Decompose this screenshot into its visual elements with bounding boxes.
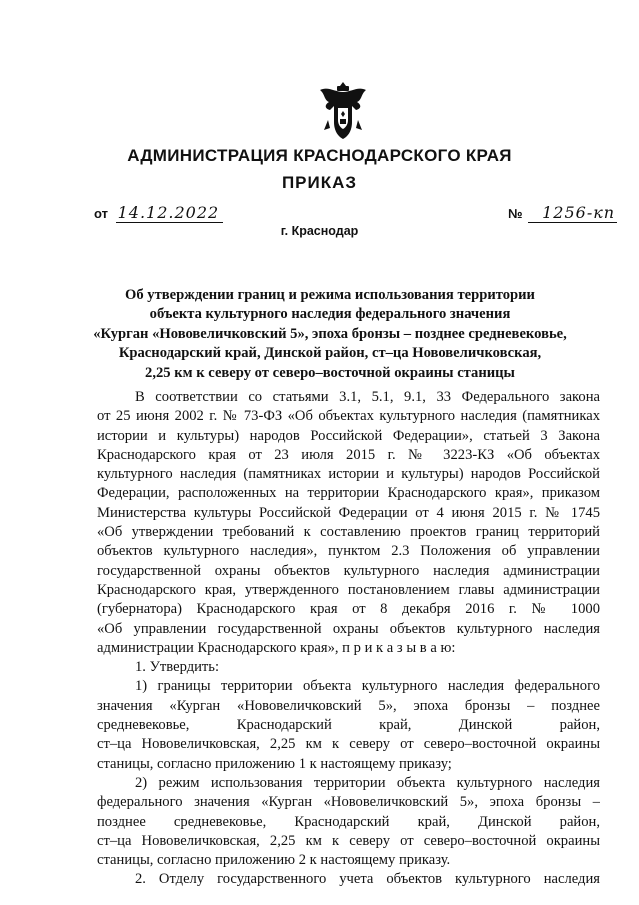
document-body xyxy=(97,388,600,890)
body-line: истории и культуры) народов Российской Федерации», статьей 3 Закона xyxy=(97,427,600,444)
body-line: 2) режим использования территории объекта культурного наследия xyxy=(135,774,600,791)
body-line: значения «Курган «Нововеличковский 5», эпоха бронзы – позднее xyxy=(97,697,600,714)
coat-of-arms-emblem xyxy=(318,80,368,142)
body-line: (губернатора) Краснодарского края от 8 декабря 2016 г. № 1000 xyxy=(97,601,600,618)
date-line xyxy=(94,203,223,223)
body-line: позднее средневековье, Краснодарский край, Динской район, xyxy=(97,813,600,830)
body-line: объектов культурного наследия», пунктом 2.3 Положения об управлении xyxy=(97,543,600,560)
body-line: станицы, согласно приложению 2 к настоящему приказу. xyxy=(97,852,451,869)
date-value: 14.12.2022 xyxy=(116,203,224,223)
body-line: 1) границы территории объекта культурного наследия федерального xyxy=(135,678,600,695)
body-line: 2. Отделу государственного учета объектов культурного наследия xyxy=(135,871,600,888)
city-name: г. Краснодар xyxy=(280,224,359,238)
number-prefix: № xyxy=(508,206,523,221)
body-line: «Об утверждении требований к составлению проектов границ территорий xyxy=(97,524,600,541)
body-line: государственной охраны объектов культурного наследия администрации xyxy=(97,562,600,579)
title-line: «Курган «Нововеличковский 5», эпоха бронзы – позднее средневековье, xyxy=(93,325,567,342)
body-line: «Об управлении государственной охраны объектов культурного наследия xyxy=(97,620,600,637)
title-line: Краснодарский край, Динской район, ст–ца Нововеличковская, xyxy=(118,345,542,362)
body-line: станицы, согласно приложению 1 к настоящему приказу; xyxy=(97,755,452,772)
body-line: В соответствии со статьями 3.1, 5.1, 9.1, 33 Федерального закона xyxy=(135,389,600,405)
body-line: 1. Утвердить: xyxy=(135,659,220,676)
body-line: Федерации, расположенных на территории Краснодарского края», приказом xyxy=(97,485,600,502)
body-line: Краснодарского края, утвержденного постановлением главы администрации xyxy=(97,581,600,598)
body-line: культурного наследия (памятниках истории и культуры) народов Российской xyxy=(97,466,600,483)
title-line: 2,25 км к северу от северо–восточной окраины станицы xyxy=(145,364,515,381)
title-line: объекта культурного наследия федерального значения xyxy=(149,306,511,323)
body-line: Министерства культуры Российской Федерации от 4 июня 2015 г. № 1745 xyxy=(97,504,600,521)
number-value: 1256-кп xyxy=(528,203,617,223)
body-line: федерального значения «Курган «Нововеличковский 5», эпоха бронзы – xyxy=(97,794,600,811)
body-line: ст–ца Нововеличковская, 2,25 км к северу от северо–восточной окраины xyxy=(97,736,600,753)
document-title xyxy=(80,286,580,383)
body-line: Краснодарского края от 23 июля 2015 г. № 3223-КЗ «Об объектах xyxy=(97,446,600,463)
body-line: ст–ца Нововеличковская, 2,25 км к северу от северо–восточной окраины xyxy=(97,832,600,849)
body-line: от 25 июня 2002 г. № 73-ФЗ «Об объектах культурного наследия (памятниках xyxy=(97,408,600,425)
title-line: Об утверждении границ и режима использования территории xyxy=(125,287,535,303)
document-type: ПРИКАЗ xyxy=(281,173,358,192)
body-line: средневековье, Краснодарский край, Динской район, xyxy=(97,717,600,734)
number-line xyxy=(508,203,617,223)
organization-name: АДМИНИСТРАЦИЯ КРАСНОДАРСКОГО КРАЯ xyxy=(127,146,512,165)
date-prefix: от xyxy=(94,206,108,221)
body-line: администрации Краснодарского края», п р и к а з ы в а ю: xyxy=(97,639,456,656)
